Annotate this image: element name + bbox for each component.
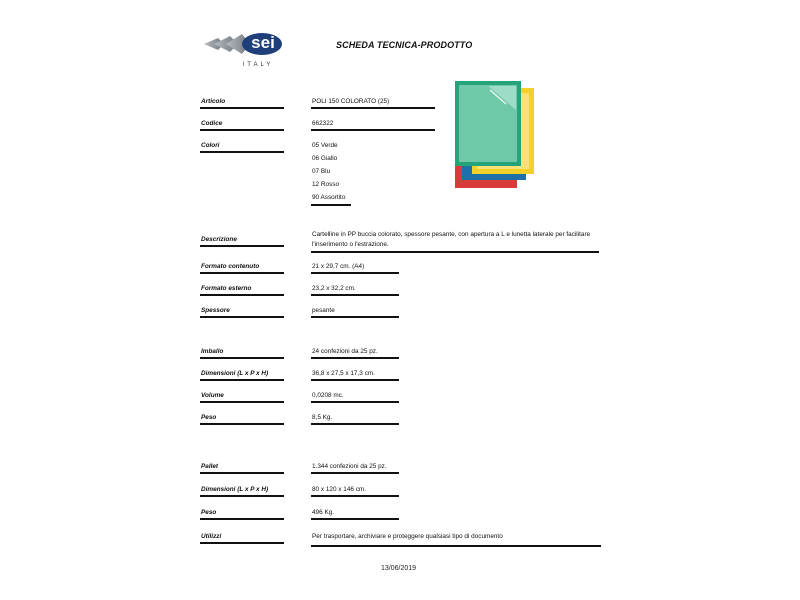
color-item: 05 Verde	[312, 142, 338, 149]
value-rule	[311, 545, 601, 547]
label-dimensioni: Dimensioni (L x P x H)	[201, 370, 269, 377]
label-rule	[200, 107, 284, 109]
label-rule	[200, 472, 284, 474]
value-rule	[311, 472, 399, 474]
value-dimensioni-pallet: 80 x 120 x 146 cm.	[312, 486, 366, 493]
value-rule	[311, 316, 399, 318]
label-formato-esterno: Formato esterno	[201, 285, 252, 292]
value-rule	[311, 272, 399, 274]
label-rule	[200, 495, 284, 497]
label-rule	[200, 151, 284, 153]
logo-word: sei	[251, 33, 275, 52]
label-rule	[200, 357, 284, 359]
description-line: Cartelline in PP buccia colorato, spessore pesante, con apertura a L e lunetta laterale per facilitare	[312, 231, 591, 238]
value-pallet: 1.344 confezioni da 25 pz.	[312, 463, 387, 470]
value-utilizzi: Per trasportare, archiviare e proteggere qualsiasi tipo di documento	[312, 533, 503, 540]
color-item: 07 Blu	[312, 168, 331, 175]
value-imballo: 24 confezioni da 25 pz.	[312, 348, 378, 355]
sei-logo	[200, 28, 310, 76]
value-formato-contenuto: 21 x 29,7 cm. (A4)	[312, 263, 365, 270]
value-rule	[311, 107, 435, 109]
label-peso: Peso	[201, 414, 217, 421]
label-pallet: Pallet	[201, 463, 219, 470]
value-volume: 0,0208 mc.	[312, 392, 344, 399]
label-volume: Volume	[201, 392, 224, 399]
color-item: 12 Rosso	[312, 181, 339, 188]
value-articolo: POLI 150 COLORATO (25)	[312, 98, 390, 105]
value-rule	[311, 518, 399, 520]
value-rule	[311, 401, 399, 403]
label-rule	[200, 272, 284, 274]
value-rule	[311, 129, 435, 131]
label-rule	[200, 401, 284, 403]
label-rule	[200, 245, 284, 247]
value-rule	[311, 379, 399, 381]
product-image	[450, 78, 540, 192]
footer-date: 13/06/2019	[381, 565, 417, 572]
label-utilizzi: Utilizzi	[201, 533, 222, 540]
value-spessore: pesante	[312, 307, 335, 314]
value-peso-pallet: 496 Kg.	[312, 509, 335, 516]
label-formato-contenuto: Formato contenuto	[201, 263, 260, 270]
label-peso: Peso	[201, 509, 217, 516]
label-rule	[200, 294, 284, 296]
value-rule	[311, 423, 399, 425]
value-rule	[311, 294, 399, 296]
label-colori: Colori	[201, 142, 220, 149]
value-peso: 8,5 Kg.	[312, 414, 333, 421]
label-rule	[200, 379, 284, 381]
label-spessore: Spessore	[201, 307, 230, 314]
color-item: 06 Giallo	[312, 155, 338, 162]
label-descrizione: Descrizione	[201, 236, 237, 243]
label-rule	[200, 423, 284, 425]
label-rule	[200, 316, 284, 318]
label-rule	[200, 518, 284, 520]
value-dimensioni: 36,8 x 27,5 x 17,3 cm.	[312, 370, 375, 377]
value-rule	[311, 204, 351, 206]
logo-subtitle: ITALY	[242, 62, 274, 68]
value-rule	[311, 357, 399, 359]
value-rule	[311, 495, 399, 497]
description-line: l'inserimento o l'estrazione.	[312, 241, 389, 248]
color-item: 90 Assortito	[312, 194, 346, 201]
label-codice: Codice	[201, 120, 223, 127]
label-imballo: Imballo	[201, 348, 224, 355]
label-rule	[200, 129, 284, 131]
value-codice: 662322	[312, 120, 334, 127]
label-articolo: Articolo	[201, 98, 226, 105]
label-rule	[200, 542, 284, 544]
document-title: SCHEDA TECNICA-PRODOTTO	[336, 40, 473, 50]
value-rule	[311, 251, 599, 253]
value-formato-esterno: 23,2 x 32,2 cm.	[312, 285, 356, 292]
label-dimensioni: Dimensioni (L x P x H)	[201, 486, 269, 493]
